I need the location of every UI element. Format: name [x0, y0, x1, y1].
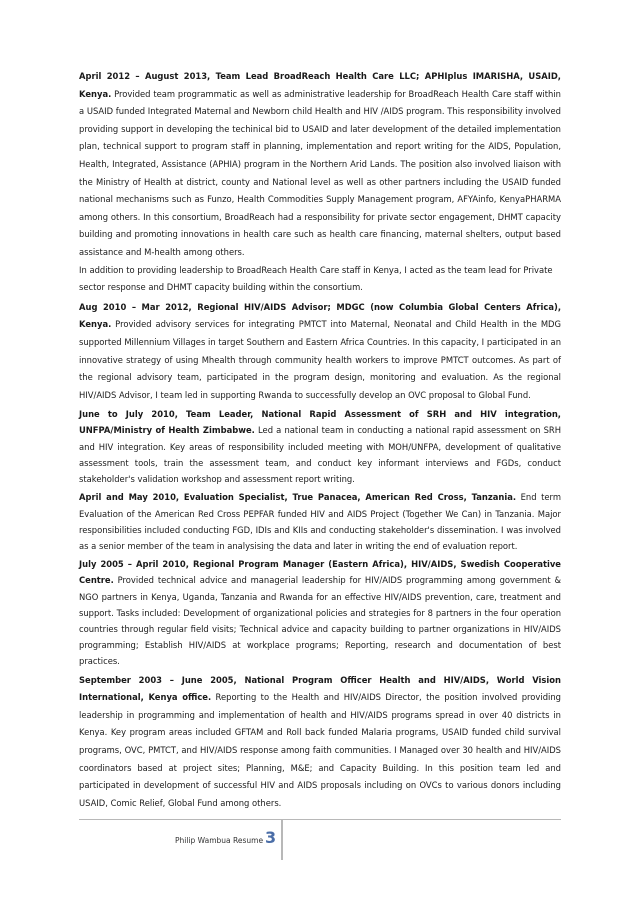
- entry-body: Provided advisory services for integrating PMTCT into Maternal, Neonatal and Child Health in the MDG supported Millennium Villages in target Southern and Eastern Africa Countries. In this capacity, I participated in an innovative strategy of using Mhealth through community health workers to improve PMTCT outcomes. As part of the regional advisory team, participated in the program design, monitoring and evaluation. As the regional HIV/AIDS Advisor, I team led in supporting Rwanda to successfully develop an OVC proposal to Global Fund.: [79, 319, 561, 400]
- entry-body: Led a national team in conducting a national rapid assessment on SRH and HIV integration. Key areas of responsibility included meeting with MOH/UNFPA, development of qualitative assessment tools, train the assessment team, and conduct key informant interviews and FGDs, conduct stakeholder's validation workshop and assessment report writing.: [79, 425, 562, 485]
- entry-body: Reporting to the Health and HIV/AIDS Director, the position involved providing leadership in programming and implementation of health and HIV/AIDS programs spread in over 40 districts in Kenya. Key program areas included GFTAM and Roll back funded Malaria programs, USAID funded child survival programs, OVC, PMTCT, and HIV/AIDS response among faith communities. I Managed over 30 health and HIV/AIDS coordinators based at project sites; Planning, M&E; and Capacity Building. In this position team led and participated in development of successful HIV and AIDS proposals including on OVCs to various donors including USAID, Comic Relief, Global Fund among others.: [79, 692, 561, 808]
- entry-extra: In addition to providing leadership to BroadReach Health Care staff in Kenya, I acted as the team lead for Private sector response and DHMT capacity building within the consortium.: [79, 264, 553, 293]
- entry-paragraph: [79, 672, 561, 813]
- entry-paragraph: [79, 406, 561, 487]
- entry-body: Provided technical advice and managerial leadership for HIV/AIDS programming among government & NGO partners in Kenya, Uganda, Tanzania and Rwanda for an effective HIV/AIDS prevention, care, treatment and support. Tasks included: Development of organizational policies and strategies for 8 partners in the four operation countries through regular field visits; Technical advice and capacity building to partner organizations in HIV/AIDS programming; Establish HIV/AIDS at workplace programs; Reporting, research and documentation of best practices.: [79, 575, 561, 667]
- footer-divider: [281, 820, 283, 860]
- footer-resume-name: Philip Wambua Resume: [175, 836, 264, 845]
- entry-heading: Aug 2010 – Mar 2012, Regional HIV/AIDS Advisor; MDGC (now Columbia Global Centers Africa), Kenya.: [79, 301, 561, 330]
- resume-page: [79, 68, 561, 814]
- entry-heading: July 2005 – April 2010, Regional Program Manager (Eastern Africa), HIV/AIDS, Swedish Cooperative Centre.: [79, 559, 561, 586]
- entry-heading: June to July 2010, Team Leader, National Rapid Assessment of SRH and HIV integration, UNFPA/Ministry of Health Zimbabwe.: [79, 409, 561, 436]
- experience-entry-broadreach: [79, 68, 561, 297]
- entry-paragraph: [79, 489, 561, 554]
- experience-entry-mdgc: [79, 299, 561, 405]
- entry-heading: September 2003 – June 2005, National Program Officer Health and HIV/AIDS, World Vision International, Kenya office.: [79, 674, 561, 703]
- experience-entry-unfpa: [79, 406, 561, 487]
- experience-entry-true-panacea: [79, 489, 561, 554]
- entry-heading: April 2012 – August 2013, Team Lead BroadReach Health Care LLC; APHIplus IMARISHA, USAID, Kenya.: [79, 71, 561, 99]
- experience-entry-swedish-cooperative: [79, 556, 561, 669]
- entry-body: Provided team programmatic as well as administrative leadership for BroadReach Health Care staff within a USAID funded Integrated Maternal and Newborn child Health and HIV /AIDS program. This responsibility involved providing support in developing the techinical bid to USAID and later development of the detailed implementation plan, technical support to program staff in planning, implementation and report writing for the AIDS, Population, Health, Integrated, Assistance (APHIA) program in the Northern Arid Lands. The position also involved liaison with the Ministry of Health at district, county and National level as well as other partners including the USAID funded national mechanisms such as Funzo, Health Commodities Supply Management program, AFYAinfo, KenyaPHARMA among others. In this consortium, BroadReach had a responsibility for private sector engagement, DHMT capacity building and promoting innovations in health care such as health care financing, maternal shelters, output based assistance and M-health among others.: [79, 88, 561, 257]
- experience-entry-world-vision: [79, 672, 561, 813]
- page-number: 3: [265, 828, 277, 847]
- page-footer: [79, 819, 561, 860]
- entry-paragraph: [79, 68, 561, 262]
- entry-paragraph: [79, 556, 561, 669]
- entry-paragraph: [79, 299, 561, 405]
- entry-heading: April and May 2010, Evaluation Specialist, True Panacea, American Red Cross, Tanzania.: [79, 492, 517, 503]
- entry-body: End term Evaluation of the American Red Cross PEPFAR funded HIV and AIDS Project (Together We Can) in Tanzania. Major responsibilities included conducting FGD, IDIs and KIIs and conducting stakeholder's dissemination. I was involved as a senior member of the team in analysising the data and later in writing the end of evaluation report.: [79, 492, 561, 551]
